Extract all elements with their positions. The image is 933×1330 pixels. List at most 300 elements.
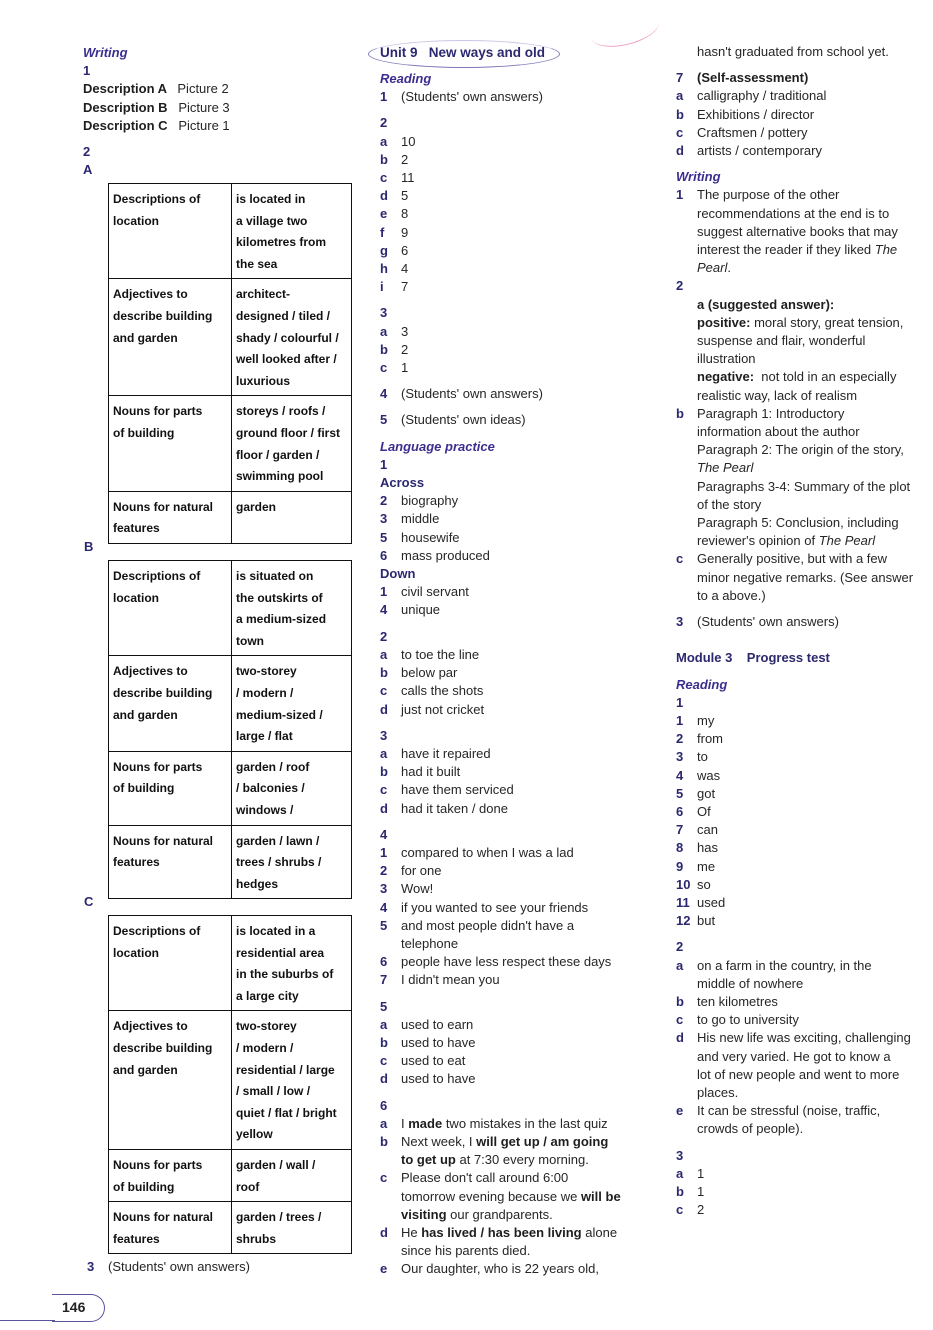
- list-item: [380, 242, 621, 260]
- item-text: civil servant: [401, 584, 469, 600]
- item-label: 6: [380, 1097, 388, 1113]
- item-label: a: [380, 323, 388, 339]
- heading-text: Writing: [83, 45, 128, 60]
- list-item: [380, 1169, 621, 1224]
- list-item: [380, 133, 621, 151]
- pink-pen-mark: [587, 6, 662, 53]
- heading-text: Module 3 Progress test: [676, 650, 830, 666]
- item-label: d: [676, 143, 684, 159]
- item-text: but: [697, 913, 716, 929]
- item-text: so: [697, 876, 711, 892]
- text-segment: He: [401, 1224, 422, 1240]
- list-item: [676, 1029, 913, 1102]
- item-label: g: [380, 242, 388, 258]
- list-item: [380, 1133, 621, 1169]
- item-label: d: [380, 188, 388, 204]
- list-item: [380, 899, 621, 917]
- page-number: 146: [62, 1299, 86, 1315]
- item-text: had it built: [401, 764, 461, 780]
- list-item: [83, 99, 230, 117]
- item-label: [676, 368, 697, 404]
- item-text: Exhibitions / director: [697, 106, 815, 122]
- table-row: [109, 751, 352, 825]
- item-label: c: [380, 1170, 388, 1186]
- item-text: to go to university: [697, 1012, 799, 1028]
- item-label: a: [676, 957, 684, 973]
- list-item: [676, 613, 913, 631]
- list-item: [380, 826, 621, 844]
- item-label: 1: [380, 584, 388, 600]
- left-column-intro: [83, 44, 230, 179]
- text-segment: two mistakes in the last quiz: [442, 1115, 608, 1131]
- item-label: 3: [380, 727, 388, 743]
- row-value-cell: storeys / roofs / ground floor / first floor / garden / swimming pool: [232, 396, 352, 491]
- item-label: 9: [676, 858, 684, 874]
- item-text: Craftsmen / pottery: [697, 124, 808, 140]
- item-text: Our daughter, who is 22 years old,: [401, 1261, 600, 1277]
- row-value-cell: two-storey / modern / residential / large / small / low / quiet / flat / bright yellow: [232, 1011, 352, 1150]
- heading-text: Across: [380, 475, 425, 491]
- list-item: [380, 664, 621, 682]
- list-item: [380, 1052, 621, 1070]
- list-item: [380, 583, 621, 601]
- text-segment: our grandparents.: [446, 1206, 553, 1222]
- row-value-cell: is located in a residential area in the suburbs of a large city: [232, 916, 352, 1011]
- list-item: [676, 858, 913, 876]
- item-text: [401, 1115, 608, 1133]
- item-label: a: [676, 88, 684, 104]
- item-label: b: [380, 1034, 388, 1050]
- list-item: [380, 601, 621, 619]
- item-label: c: [380, 170, 388, 186]
- item-label: 6: [380, 954, 388, 970]
- item-text: 3: [401, 323, 409, 339]
- item-label: 3: [87, 1259, 95, 1274]
- list-item: [380, 1097, 621, 1115]
- table-row: [109, 916, 352, 1011]
- list-item: [380, 385, 621, 403]
- item-text: [697, 186, 898, 277]
- list-item: [380, 1115, 621, 1133]
- item-text: It can be stressful (noise, traffic, crowds of people).: [697, 1103, 881, 1137]
- list-item: [380, 1260, 621, 1278]
- list-item: [380, 628, 621, 646]
- item-label: 5: [380, 917, 388, 933]
- text-segment: .: [727, 260, 731, 276]
- text-segment: will get up / am going to get up: [401, 1133, 609, 1168]
- right-column: [676, 43, 913, 1219]
- item-text: (Students' own ideas): [401, 412, 526, 428]
- item-label: c: [380, 683, 388, 699]
- row-heading-cell: Adjectives to describe building and garden: [109, 1011, 232, 1150]
- item-label: a: [380, 745, 388, 761]
- list-item: [676, 821, 913, 839]
- list-item: [380, 456, 621, 474]
- heading-text: Language practice: [380, 438, 495, 454]
- text-segment: I: [401, 1115, 409, 1131]
- list-item: [676, 142, 913, 160]
- item-text: used to have: [401, 1071, 476, 1087]
- text-segment: Picture 2: [177, 81, 229, 97]
- item-text: Wow!: [401, 881, 434, 897]
- item-label: 7: [676, 822, 684, 838]
- text-segment: a (suggested answer):: [697, 296, 835, 312]
- item-text: had it taken / done: [401, 800, 508, 816]
- item-text: I didn't mean you: [401, 972, 500, 988]
- item-label: 1: [380, 456, 388, 472]
- item-label: c: [380, 1053, 388, 1069]
- row-heading-cell: Nouns for parts of building: [109, 396, 232, 491]
- item-label: 11: [676, 894, 690, 910]
- list-item: [380, 260, 621, 278]
- item-label: a: [380, 133, 388, 149]
- item-text: 8: [401, 206, 409, 222]
- text-segment: negative:: [697, 369, 755, 385]
- list-item: [380, 971, 621, 989]
- item-text: 11: [401, 170, 415, 186]
- list-item: [676, 1201, 913, 1219]
- item-label: e: [380, 1261, 388, 1277]
- text-segment: not told in an especially realistic way, lack of realism: [697, 369, 897, 403]
- list-item: [676, 767, 913, 785]
- list-item: [380, 547, 621, 565]
- item-label: 2: [380, 493, 388, 509]
- item-label: 12: [676, 913, 691, 929]
- list-item: [676, 694, 913, 712]
- item-label: 2: [380, 628, 388, 644]
- item-label: 1: [83, 63, 91, 79]
- list-item: [676, 785, 913, 803]
- item-label: 3: [380, 305, 388, 321]
- list-item: [380, 998, 621, 1016]
- item-label: [676, 296, 697, 314]
- table-row: [109, 491, 352, 543]
- list-item: [380, 646, 621, 664]
- section-heading: [380, 565, 621, 583]
- section-heading: [83, 44, 230, 62]
- item-label: 1: [380, 89, 388, 105]
- item-label: h: [380, 261, 388, 277]
- row-heading-cell: Descriptions of location: [109, 916, 232, 1011]
- item-label: e: [380, 206, 388, 222]
- item-text: [697, 405, 910, 551]
- item-label: 4: [380, 899, 388, 915]
- list-item: [676, 912, 913, 930]
- item-label: b: [380, 151, 388, 167]
- list-item: [380, 529, 621, 547]
- text-segment: Description C: [83, 117, 179, 133]
- item-text: for one: [401, 863, 442, 879]
- item-label: A: [83, 162, 93, 178]
- text-segment: alone since his parents died.: [401, 1224, 618, 1259]
- table-row: [109, 1202, 352, 1254]
- row-heading-cell: Nouns for natural features: [109, 491, 232, 543]
- item-text: 1: [401, 360, 409, 376]
- list-item: [380, 727, 621, 745]
- item-text: 5: [401, 188, 409, 204]
- item-text: used to eat: [401, 1053, 466, 1069]
- item-label: 1: [676, 712, 684, 728]
- heading-text: Reading: [380, 71, 432, 86]
- list-item: [380, 510, 621, 528]
- section-heading: [676, 676, 913, 694]
- item-label: b: [676, 405, 684, 421]
- item-text: [697, 314, 903, 369]
- table-row: [109, 1011, 352, 1150]
- item-text: calls the shots: [401, 683, 484, 699]
- list-item: [676, 277, 913, 295]
- list-item: [380, 323, 621, 341]
- list-item: [380, 341, 621, 359]
- text-segment: Picture 1: [178, 117, 230, 133]
- item-label: 8: [676, 840, 684, 856]
- list-item: [380, 151, 621, 169]
- item-label: 6: [380, 547, 388, 563]
- table-row: [109, 279, 352, 396]
- item-text: [401, 1224, 617, 1260]
- item-text: ten kilometres: [697, 993, 778, 1009]
- item-text: calligraphy / traditional: [697, 88, 827, 104]
- item-label: c: [676, 551, 684, 567]
- item-label: 2: [380, 115, 388, 131]
- item-text: compared to when I was a lad: [401, 844, 574, 860]
- list-item: [380, 745, 621, 763]
- item-text: used to have: [401, 1034, 476, 1050]
- text-segment: The purpose of the other recommendations at the end is to suggest alternative books that may interest the reader if they liked: [697, 187, 898, 258]
- item-label: 7: [380, 972, 388, 988]
- item-label: c: [380, 782, 388, 798]
- heading-text: Writing: [676, 169, 721, 185]
- list-item: [676, 730, 913, 748]
- item-label: e: [676, 1103, 684, 1119]
- item-label: 3: [676, 1147, 684, 1163]
- item-text: has: [697, 840, 718, 856]
- item-text: Generally positive, but with a few minor negative remarks. (See answer to a above.): [697, 551, 914, 603]
- item-text: biography: [401, 493, 459, 509]
- item-text: have it repaired: [401, 745, 491, 761]
- item-text: His new life was exciting, challenging and very varied. He got to know a lot of new people and went to more places.: [697, 1030, 911, 1100]
- item-label: 5: [380, 998, 388, 1014]
- item-label: d: [380, 1224, 388, 1240]
- row-value-cell: garden: [232, 491, 352, 543]
- item-text: [83, 117, 230, 135]
- item-label: a: [380, 1016, 388, 1032]
- list-item: [676, 938, 913, 956]
- item-text: (Students' own answers): [697, 614, 839, 630]
- item-label: a: [380, 646, 388, 662]
- row-value-cell: is located in a village two kilometres from the sea: [232, 184, 352, 279]
- section-heading: [676, 649, 913, 667]
- list-item: [380, 1224, 621, 1260]
- item-label: 2: [380, 863, 388, 879]
- item-label: f: [380, 224, 385, 240]
- text-segment: positive:: [697, 314, 751, 330]
- text-segment: Next week, I: [401, 1133, 477, 1149]
- item-text: hasn't graduated from school yet.: [697, 44, 889, 59]
- list-item: [676, 1147, 913, 1165]
- row-value-cell: architect- designed / tiled / shady / colourful / well looked after / luxurious: [232, 279, 352, 396]
- item-label: 2: [676, 278, 684, 294]
- item-text: to toe the line: [401, 646, 480, 662]
- item-label: 4: [380, 386, 388, 402]
- list-item: [380, 205, 621, 223]
- item-text: middle: [401, 511, 440, 527]
- item-text: 9: [401, 224, 409, 240]
- item-text: on a farm in the country, in the middle of nowhere: [697, 957, 872, 991]
- item-text: from: [697, 731, 723, 747]
- item-text: my: [697, 712, 715, 728]
- item-label: 7: [676, 70, 684, 86]
- list-item: [676, 69, 913, 87]
- section-heading: [676, 168, 913, 186]
- list-item: [380, 1070, 621, 1088]
- list-item: [380, 169, 621, 187]
- list-item: [380, 492, 621, 510]
- list-item: [380, 1034, 621, 1052]
- item-label: 3: [676, 749, 684, 765]
- list-item: [676, 894, 913, 912]
- item-text: 1: [697, 1183, 705, 1199]
- item-text: unique: [401, 602, 441, 618]
- list-item: [676, 43, 913, 61]
- list-item: [676, 550, 913, 605]
- list-item: [676, 314, 913, 369]
- item-label: c: [380, 360, 388, 376]
- list-item: [380, 187, 621, 205]
- list-item: [676, 186, 913, 277]
- item-label: 3: [380, 511, 388, 527]
- row-heading-cell: Nouns for parts of building: [109, 751, 232, 825]
- list-item: [380, 411, 621, 429]
- row-value-cell: garden / trees / shrubs: [232, 1202, 352, 1254]
- text-segment: Description B: [83, 99, 179, 115]
- item-text: 10: [401, 133, 416, 149]
- list-item: [676, 124, 913, 142]
- row-heading-cell: Nouns for parts of building: [109, 1149, 232, 1201]
- item-text: mass produced: [401, 547, 490, 563]
- item-label: b: [380, 1133, 388, 1149]
- row-value-cell: garden / roof / balconies / windows /: [232, 751, 352, 825]
- item-label: b: [380, 665, 388, 681]
- item-label: 2: [83, 144, 91, 160]
- item-text: [401, 1169, 621, 1224]
- list-item: [83, 80, 230, 98]
- item-text: have them serviced: [401, 782, 514, 798]
- list-item: [676, 1011, 913, 1029]
- item-label: c: [676, 1202, 684, 1218]
- text-segment: made: [408, 1115, 443, 1131]
- footer-rule: [0, 1320, 55, 1321]
- item-label: i: [380, 279, 384, 295]
- row-heading-cell: Nouns for natural features: [109, 825, 232, 899]
- item-text: 1: [697, 1165, 705, 1181]
- item-label: d: [676, 1030, 684, 1046]
- list-item: [676, 106, 913, 124]
- item-label: b: [676, 993, 684, 1009]
- list-item: [380, 1016, 621, 1034]
- text-segment: The Pearl: [818, 533, 876, 549]
- text-segment: The Pearl: [697, 460, 754, 476]
- item-text: [83, 80, 229, 98]
- list-item: [380, 862, 621, 880]
- list-item: [83, 117, 230, 135]
- list-item: [83, 143, 230, 161]
- item-text: just not cricket: [401, 701, 485, 717]
- list-item: [380, 682, 621, 700]
- item-text: [697, 69, 808, 87]
- section-heading: [380, 70, 621, 88]
- list-item: [380, 800, 621, 818]
- text-segment: (Self-assessment): [697, 70, 809, 86]
- item-text: 2: [401, 341, 409, 357]
- text-segment: Paragraphs 3-4: Summary of the plot of the story Paragraph 5: Conclusion, including reviewer's opinion of: [697, 478, 911, 549]
- item-text: below par: [401, 665, 458, 681]
- item-label: a: [380, 1115, 388, 1131]
- item-label: 1: [676, 187, 684, 203]
- list-item: [380, 781, 621, 799]
- list-item: [380, 114, 621, 132]
- item-text: was: [697, 767, 721, 783]
- list-item: [676, 1102, 913, 1138]
- list-item: [676, 993, 913, 1011]
- list-item: [676, 957, 913, 993]
- item-label: 4: [380, 602, 388, 618]
- table-row: [109, 656, 352, 751]
- item-text: 6: [401, 242, 409, 258]
- table-row: [109, 396, 352, 491]
- item-label: 10: [676, 876, 691, 892]
- middle-column: [380, 70, 621, 1279]
- table-row: [109, 184, 352, 279]
- list-item: [676, 296, 913, 314]
- text-segment: at 7:30 every morning.: [455, 1152, 589, 1168]
- row-heading-cell: Nouns for natural features: [109, 1202, 232, 1254]
- item-text: 4: [401, 261, 409, 277]
- item-label: 1: [676, 694, 684, 710]
- item-text: to: [697, 749, 708, 765]
- item-label: 4: [676, 767, 684, 783]
- item-label: 1: [380, 844, 388, 860]
- text-segment: will be visiting: [401, 1188, 621, 1222]
- list-item: [83, 62, 230, 80]
- row-value-cell: garden / wall / roof: [232, 1149, 352, 1201]
- list-item: [380, 953, 621, 971]
- item-text: [83, 99, 230, 117]
- list-item: [380, 88, 621, 106]
- item-label: d: [380, 701, 388, 717]
- item-text: got: [697, 785, 716, 801]
- table-row: [109, 825, 352, 899]
- item-text: [697, 368, 896, 404]
- table-row: [109, 1149, 352, 1201]
- item-label: 6: [676, 803, 684, 819]
- item-label: c: [676, 1012, 684, 1028]
- list-item: [83, 161, 230, 179]
- list-item: [380, 844, 621, 862]
- row-heading-cell: Adjectives to describe building and garden: [109, 279, 232, 396]
- list-item: [380, 763, 621, 781]
- text-segment: Please don't call around 6:00 tomorrow evening because we: [401, 1170, 578, 1204]
- item-label: 4: [380, 826, 388, 842]
- item-text: (Students' own answers): [108, 1259, 250, 1274]
- text-segment: Picture 3: [178, 99, 230, 115]
- answer-table-a: [108, 183, 352, 544]
- item-label: 2: [676, 939, 684, 955]
- item-label: c: [676, 124, 684, 140]
- list-item: [380, 224, 621, 242]
- list-item: [676, 876, 913, 894]
- item-text: me: [697, 858, 716, 874]
